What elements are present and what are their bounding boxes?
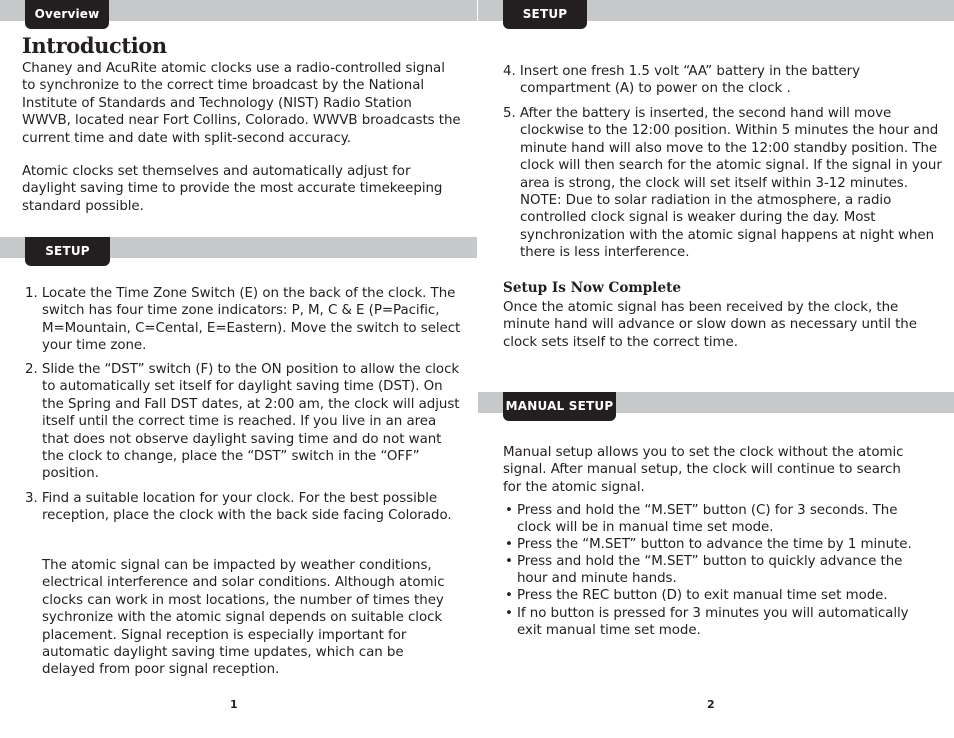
page-number-left: 1 xyxy=(230,698,238,711)
setup-complete-text: Once the atomic signal has been received by the clock, the minute hand will advance or slow down as necessary until the clock sets itself to the correct time. xyxy=(503,300,917,350)
setup-step-1: 1. Locate the Time Zone Switch (E) on the back of the clock. The switch has four time zone indicators: P, M, C & E (P=Pacific, M=Mountain, C=Cental, E=Eastern). Move the switch to select your time zone. xyxy=(25,286,461,354)
page-title: Introduction xyxy=(22,33,167,58)
setup-tab-left: SETUP xyxy=(25,237,110,266)
setup-tab-right: SETUP xyxy=(503,0,587,29)
list-item: • Press the “M.SET” button to advance the time by 1 minute. xyxy=(505,536,925,553)
setup-step-3-note: The atomic signal can be impacted by weather conditions, electrical interference and solar conditions. Although atomic clocks can work in most locations, the number of times they sychronize with the atomic signal depends on suitable clock placement. Signal reception is especially important for automatic daylight saving time updates, which can be delayed from poor signal reception. xyxy=(42,558,445,678)
list-item: • Press the REC button (D) to exit manual time set mode. xyxy=(505,587,925,604)
setup-step-5: 5. After the battery is inserted, the second hand will move clockwise to the 12:00 position. Within 5 minutes the hour and minute hand will also move to the 12:00 standby position. The clock will then search for the atomic signal. If the signal in your area is strong, the clock will set itself within 3-12 minutes. NOTE: Due to solar radiation in the atmosphere, a radio controlled clock signal is weaker during the day. Most synchronization with the atomic signal happens at night when there is less interference. xyxy=(503,106,942,261)
list-item: • Press and hold the “M.SET” button (C) for 3 seconds. The clock will be in manual time set mode. xyxy=(505,502,925,536)
setup-complete-heading: Setup Is Now Complete xyxy=(503,280,682,296)
overview-tab: Overview xyxy=(25,0,109,29)
manual-setup-tab: MANUAL SETUP xyxy=(503,392,616,421)
page-number-right: 2 xyxy=(707,698,715,711)
manual-setup-list xyxy=(505,502,925,639)
intro-paragraph-2: Atomic clocks set themselves and automatically adjust for daylight saving time to provide the most accurate timekeeping standard possible. xyxy=(22,164,443,214)
setup-step-2: 2. Slide the “DST” switch (F) to the ON position to allow the clock to automatically set itself for daylight saving time (DST). On the Spring and Fall DST dates, at 2:00 am, the clock will adjust itself until the correct time is reached. If you live in an area that does not observe daylight saving time and do not want the clock to change, place the “DST” switch in the “OFF” position. xyxy=(25,362,460,482)
setup-step-4: 4. Insert one fresh 1.5 volt “AA” battery in the battery compartment (A) to power on the clock . xyxy=(503,64,860,97)
manual-setup-intro: Manual setup allows you to set the clock without the atomic signal. After manual setup, the clock will continue to search for the atomic signal. xyxy=(503,445,904,495)
list-item: • If no button is pressed for 3 minutes you will automatically exit manual time set mode. xyxy=(505,605,925,639)
list-item: • Press and hold the “M.SET” button to quickly advance the hour and minute hands. xyxy=(505,553,925,587)
setup-step-3: 3. Find a suitable location for your clock. For the best possible reception, place the clock with the back side facing Colorado. xyxy=(25,491,452,524)
intro-paragraph-1: Chaney and AcuRite atomic clocks use a radio-controlled signal to synchronize to the correct time broadcast by the National Institute of Standards and Technology (NIST) Radio Station WWVB, located near Fort Collins, Colorado. WWVB broadcasts the current time and date with split-second accuracy. xyxy=(22,61,461,146)
